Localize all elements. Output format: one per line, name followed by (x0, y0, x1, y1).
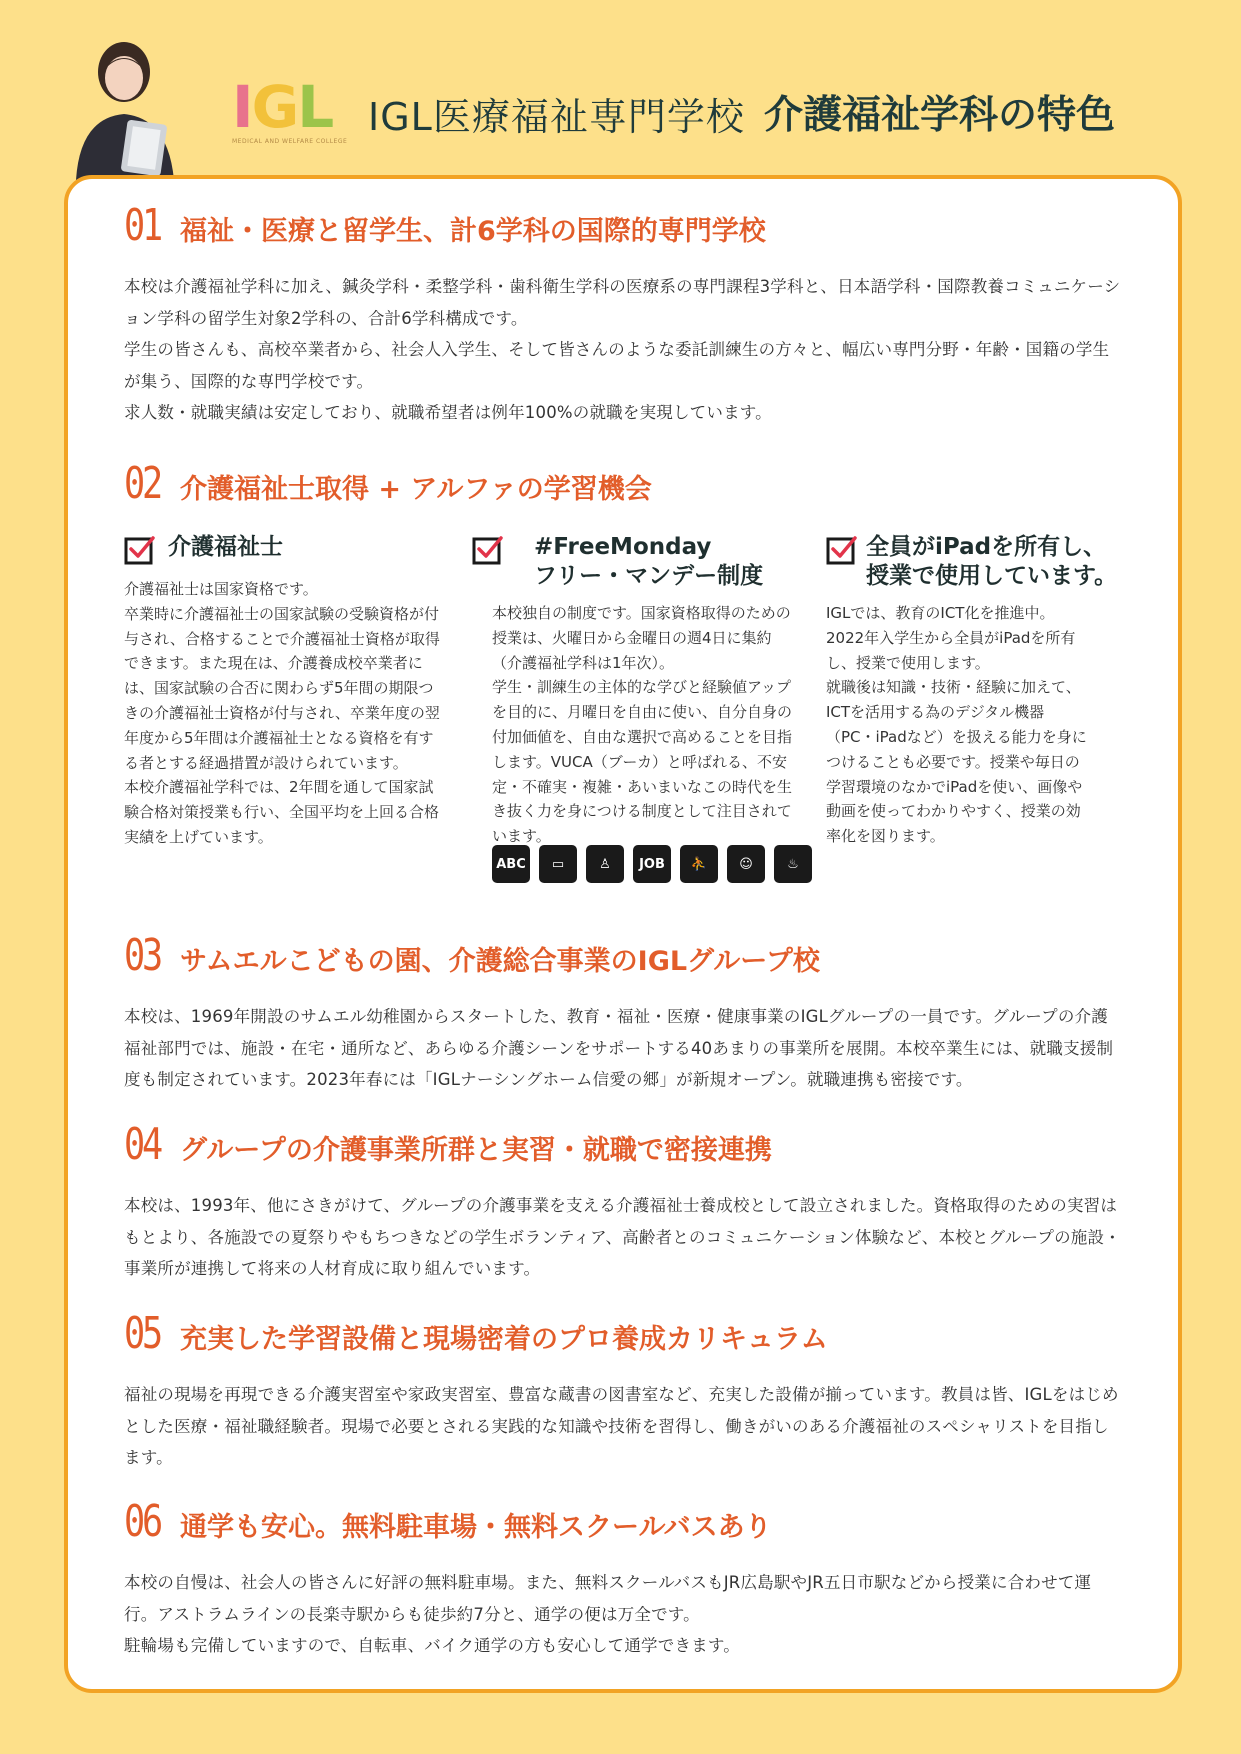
paragraph: 本校は介護福祉学科に加え、鍼灸学科・柔整学科・歯科衛生学科の医療系の専門課程3学科と、日本語学科・国際教養コミュニケーション学科の留学生対象2学科の、合計6学科構成です。 (124, 277, 1121, 328)
section-title: 充実した学習設備と現場密着のプロ養成カリキュラム (180, 1324, 828, 1355)
school-logo (232, 73, 348, 148)
runner-icon: ⛹ (680, 845, 718, 883)
section-number: 05 (124, 1308, 160, 1359)
section-number: 01 (124, 200, 160, 251)
column-title: 介護福祉士 (168, 534, 283, 560)
paragraph: 学生の皆さんも、高校卒業者から、社会人入学生、そして皆さんのような委託訓練生の方々と、幅広い専門分野・年齢・国籍の学生が集う、国際的な専門学校です。 (124, 340, 1110, 391)
feature-column-free-monday (472, 533, 794, 849)
section-body (124, 1190, 1124, 1285)
section-title: 福祉・医療と留学生、計6学科の国際的専門学校 (180, 216, 766, 247)
spa-icon: ♨ (774, 845, 812, 883)
section-03 (124, 931, 1124, 1096)
section-number: 06 (124, 1496, 160, 1547)
section-number: 04 (124, 1119, 160, 1170)
checkbox-icon (472, 535, 504, 567)
school-name: IGL医療福祉専門学校 (368, 95, 745, 139)
job-icon: JOB (633, 845, 671, 883)
paragraph: 本校の自慢は、社会人の皆さんに好評の無料駐車場。また、無料スクールバスもJR広島駅やJR五日市駅などから授業に合わせて運行。アストラムラインの長楽寺駅からも徒歩約7分と、通学の便は万全です。 (124, 1573, 1092, 1624)
column-title: #FreeMonday フリー・マンデー制度 (534, 534, 764, 589)
column-title: 全員がiPadを所有し、 授業で使用しています。 (866, 534, 1118, 589)
activity-icon-row (492, 845, 812, 883)
feature-column-ipad (826, 533, 1136, 849)
paragraph: 求人数・就職実績は安定しており、就職希望者は例年100%の就職を実現しています。 (124, 403, 772, 422)
checkbox-icon (826, 535, 858, 567)
page-header (0, 0, 1241, 175)
section-06 (124, 1497, 1124, 1662)
section-number: 03 (124, 930, 160, 981)
abc-icon: ABC (492, 845, 530, 883)
section-title: 通学も安心。無料駐車場・無料スクールバスあり (180, 1512, 772, 1543)
section-body (124, 1567, 1124, 1662)
apron-icon: ♙ (586, 845, 624, 883)
section-body (124, 1379, 1124, 1474)
section-number: 02 (124, 458, 160, 509)
section-title: サムエルこどもの園、介護総合事業のIGLグループ校 (180, 946, 820, 977)
person-icon: ☺ (727, 845, 765, 883)
feature-column-care-worker (124, 533, 446, 850)
logo-subtitle: MEDICAL AND WELFARE COLLEGE (232, 138, 348, 145)
content-card (64, 175, 1182, 1693)
paragraph: 駐輪場も完備していますので、自転車、バイク通学の方も安心して通学できます。 (124, 1636, 740, 1655)
section-title: 介護福祉士取得 + アルファの学習機会 (180, 474, 652, 505)
column-body: 本校独自の制度です。国家資格取得のための授業は、火曜日から金曜日の週4日に集約（介護福祉学科は1年次）。 学生・訓練生の主体的な学びと経験値アップを目的に、月曜日を自由に使い、自分自身の付加価値を、自由な選択で高めることを目指します。VUCA（ブーカ）と呼ばれる、不安定・不確実・複雑・あいまいなこの時代を生き抜く力を身につける制度として注目されています。 (492, 604, 793, 846)
paragraph: 本校は、1993年、他にさきがけて、グループの介護事業を支える介護福祉士養成校として設立されました。資格取得のための実習はもとより、各施設での夏祭りやもちつきなどの学生ボランティア、高齢者とのコミュニケーション体験など、本校とグループの施設・事業所が連携して将来の人材育成に取り組んでいます。 (124, 1196, 1121, 1278)
logo-mark: IGL (232, 73, 333, 141)
laptop-icon: ▭ (539, 845, 577, 883)
section-body (124, 1001, 1124, 1096)
section-body (124, 271, 1124, 429)
department-title: 介護福祉学科の特色 (764, 93, 1116, 138)
section-01 (124, 201, 1124, 429)
column-body: 介護福祉士は国家資格です。 卒業時に介護福祉士の国家試験の受験資格が付与され、合格することで介護福祉士資格が取得できます。また現在は、介護養成校卒業者には、国家試験の合否に関わらず5年間の期限つきの介護福祉士資格が付与され、卒業年度の翌年度から5年間は介護福祉士となる資格を有する者とする経過措置が設けられています。 本校介護福祉学科では、2年間を通して国家試験合格対策授業も行い、全国平均を上回る合格実績を上げています。 (124, 580, 440, 846)
section-title: グループの介護事業所群と実習・就職で密接連携 (180, 1135, 772, 1166)
checkbox-icon (124, 535, 156, 567)
column-body: IGLでは、教育のICT化を推進中。2022年入学生から全員がiPadを所有し、授業で使用します。 就職後は知識・技術・経験に加えて、ICTを活用する為のデジタル機器（PC・iPadなど）を扱える能力を身につけることも必要です。授業や毎日の学習環境のなかでiPadを使い、画像や動画を使ってわかりやすく、授業の効率化を図ります。 (826, 604, 1087, 846)
paragraph: 福祉の現場を再現できる介護実習室や家政実習室、豊富な蔵書の図書室など、充実した設備が揃っています。教員は皆、IGLをはじめとした医療・福祉職経験者。現場で必要とされる実践的な知識や技術を習得し、働きがいのある介護福祉のスペシャリストを目指します。 (124, 1385, 1119, 1467)
section-04 (124, 1120, 1124, 1285)
section-05 (124, 1309, 1124, 1474)
paragraph: 本校は、1969年開設のサムエル幼稚園からスタートした、教育・福祉・医療・健康事業のIGLグループの一員です。グループの介護福祉部門では、施設・在宅・通所など、あらゆる介護シーンをサポートする40あまりの事業所を展開。本校卒業生には、就職支援制度も制定されています。2023年春には「IGLナーシングホーム信愛の郷」が新規オープン。就職連携も密接です。 (124, 1007, 1114, 1089)
student-photo (66, 30, 186, 180)
section-02 (124, 459, 1124, 509)
